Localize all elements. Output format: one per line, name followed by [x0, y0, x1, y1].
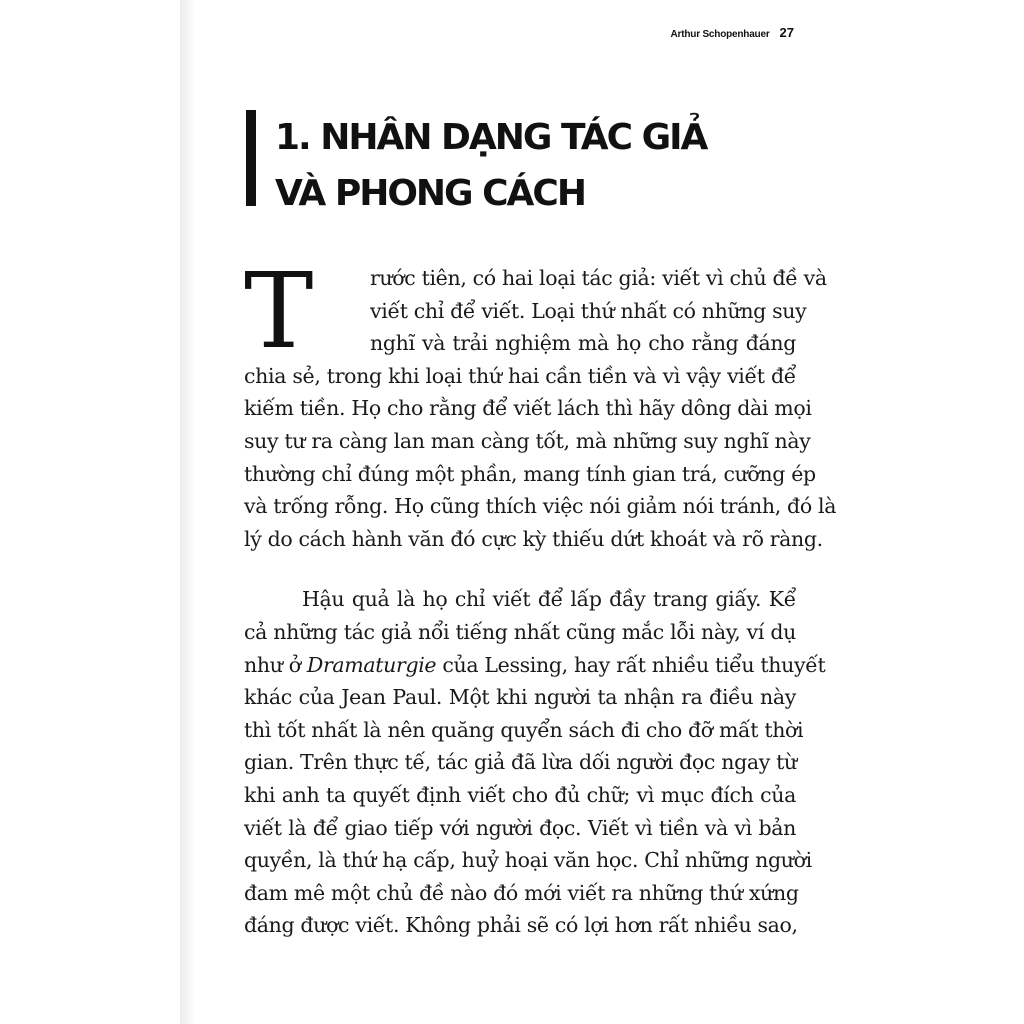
text-line: rước tiên, có hai loại tác giả: viết vì chủ đề và: [370, 266, 827, 290]
running-header-author: Arthur Schopenhauer: [670, 29, 770, 40]
page-number: 27: [779, 25, 794, 40]
text-line: viết là để giao tiếp với người đọc. Viết vì tiền và vì bản: [244, 815, 796, 840]
text-run: của Lessing, hay rất nhiều tiểu thuyết: [436, 652, 826, 677]
text-line: chia sẻ, trong khi loại thứ hai cần tiền và vì vậy viết để: [244, 363, 796, 388]
drop-cap: T: [244, 250, 314, 372]
text-line: quyền, là thứ hạ cấp, huỷ hoại văn học. Chỉ những người: [244, 848, 812, 873]
text-line: cả những tác giả nổi tiếng nhất cũng mắc lỗi này, ví dụ: [244, 619, 796, 644]
drop-cap-lines: [370, 262, 827, 360]
text-line: khác của Jean Paul. Một khi người ta nhận ra điều này: [244, 685, 796, 710]
chapter-title-line-2: VÀ PHONG CÁCH: [275, 173, 585, 214]
text-line: suy tư ra càng lan man càng tốt, mà những suy nghĩ này: [244, 428, 811, 453]
text-line: gian. Trên thực tế, tác giả đã lừa dối người đọc ngay từ: [244, 750, 797, 775]
chapter-title: [275, 110, 706, 222]
text-line: viết chỉ để viết. Loại thứ nhất có những suy: [370, 298, 807, 323]
running-header: [671, 24, 794, 42]
text-line: lý do cách hành văn đó cực kỳ thiếu dứt khoát và rõ ràng.: [244, 526, 823, 551]
text-line: đáng được viết. Không phải sẽ có lợi hơn rất nhiều sao,: [244, 913, 798, 938]
chapter-title-line-1: 1. NHÂN DẠNG TÁC GIẢ: [275, 117, 707, 158]
body-text: [244, 250, 837, 942]
drop-cap-block: [244, 250, 827, 372]
paragraph-2: [244, 583, 826, 942]
text-line: khi anh ta quyết định viết cho đủ chữ; vì mục đích của: [244, 782, 796, 807]
text-line: kiếm tiền. Họ cho rằng để viết lách thì hãy dông dài mọi: [244, 396, 812, 421]
text-run: như ở: [244, 652, 307, 677]
text-line: và trống rỗng. Họ cũng thích việc nói giảm nói tránh, đó là: [244, 494, 837, 519]
text-line: đam mê một chủ đề nào đó mới viết ra những thứ xứng: [244, 880, 799, 905]
paragraph-1: [244, 250, 837, 555]
italic-work-title: Dramaturgie: [306, 652, 437, 677]
text-line: Hậu quả là họ chỉ viết để lấp đầy trang giấy. Kể: [302, 587, 796, 612]
paragraph-gap: [244, 555, 796, 583]
chapter-title-bar: [246, 110, 256, 206]
text-line: thì tốt nhất là nên quăng quyển sách đi cho đỡ mất thời: [244, 717, 804, 742]
text-line-with-italic: [244, 649, 826, 682]
text-line: nghĩ và trải nghiệm mà họ cho rằng đáng: [370, 331, 796, 356]
text-line: thường chỉ đúng một phần, mang tính gian trá, cưỡng ép: [244, 461, 816, 486]
page-gutter-shadow: [180, 0, 196, 1024]
